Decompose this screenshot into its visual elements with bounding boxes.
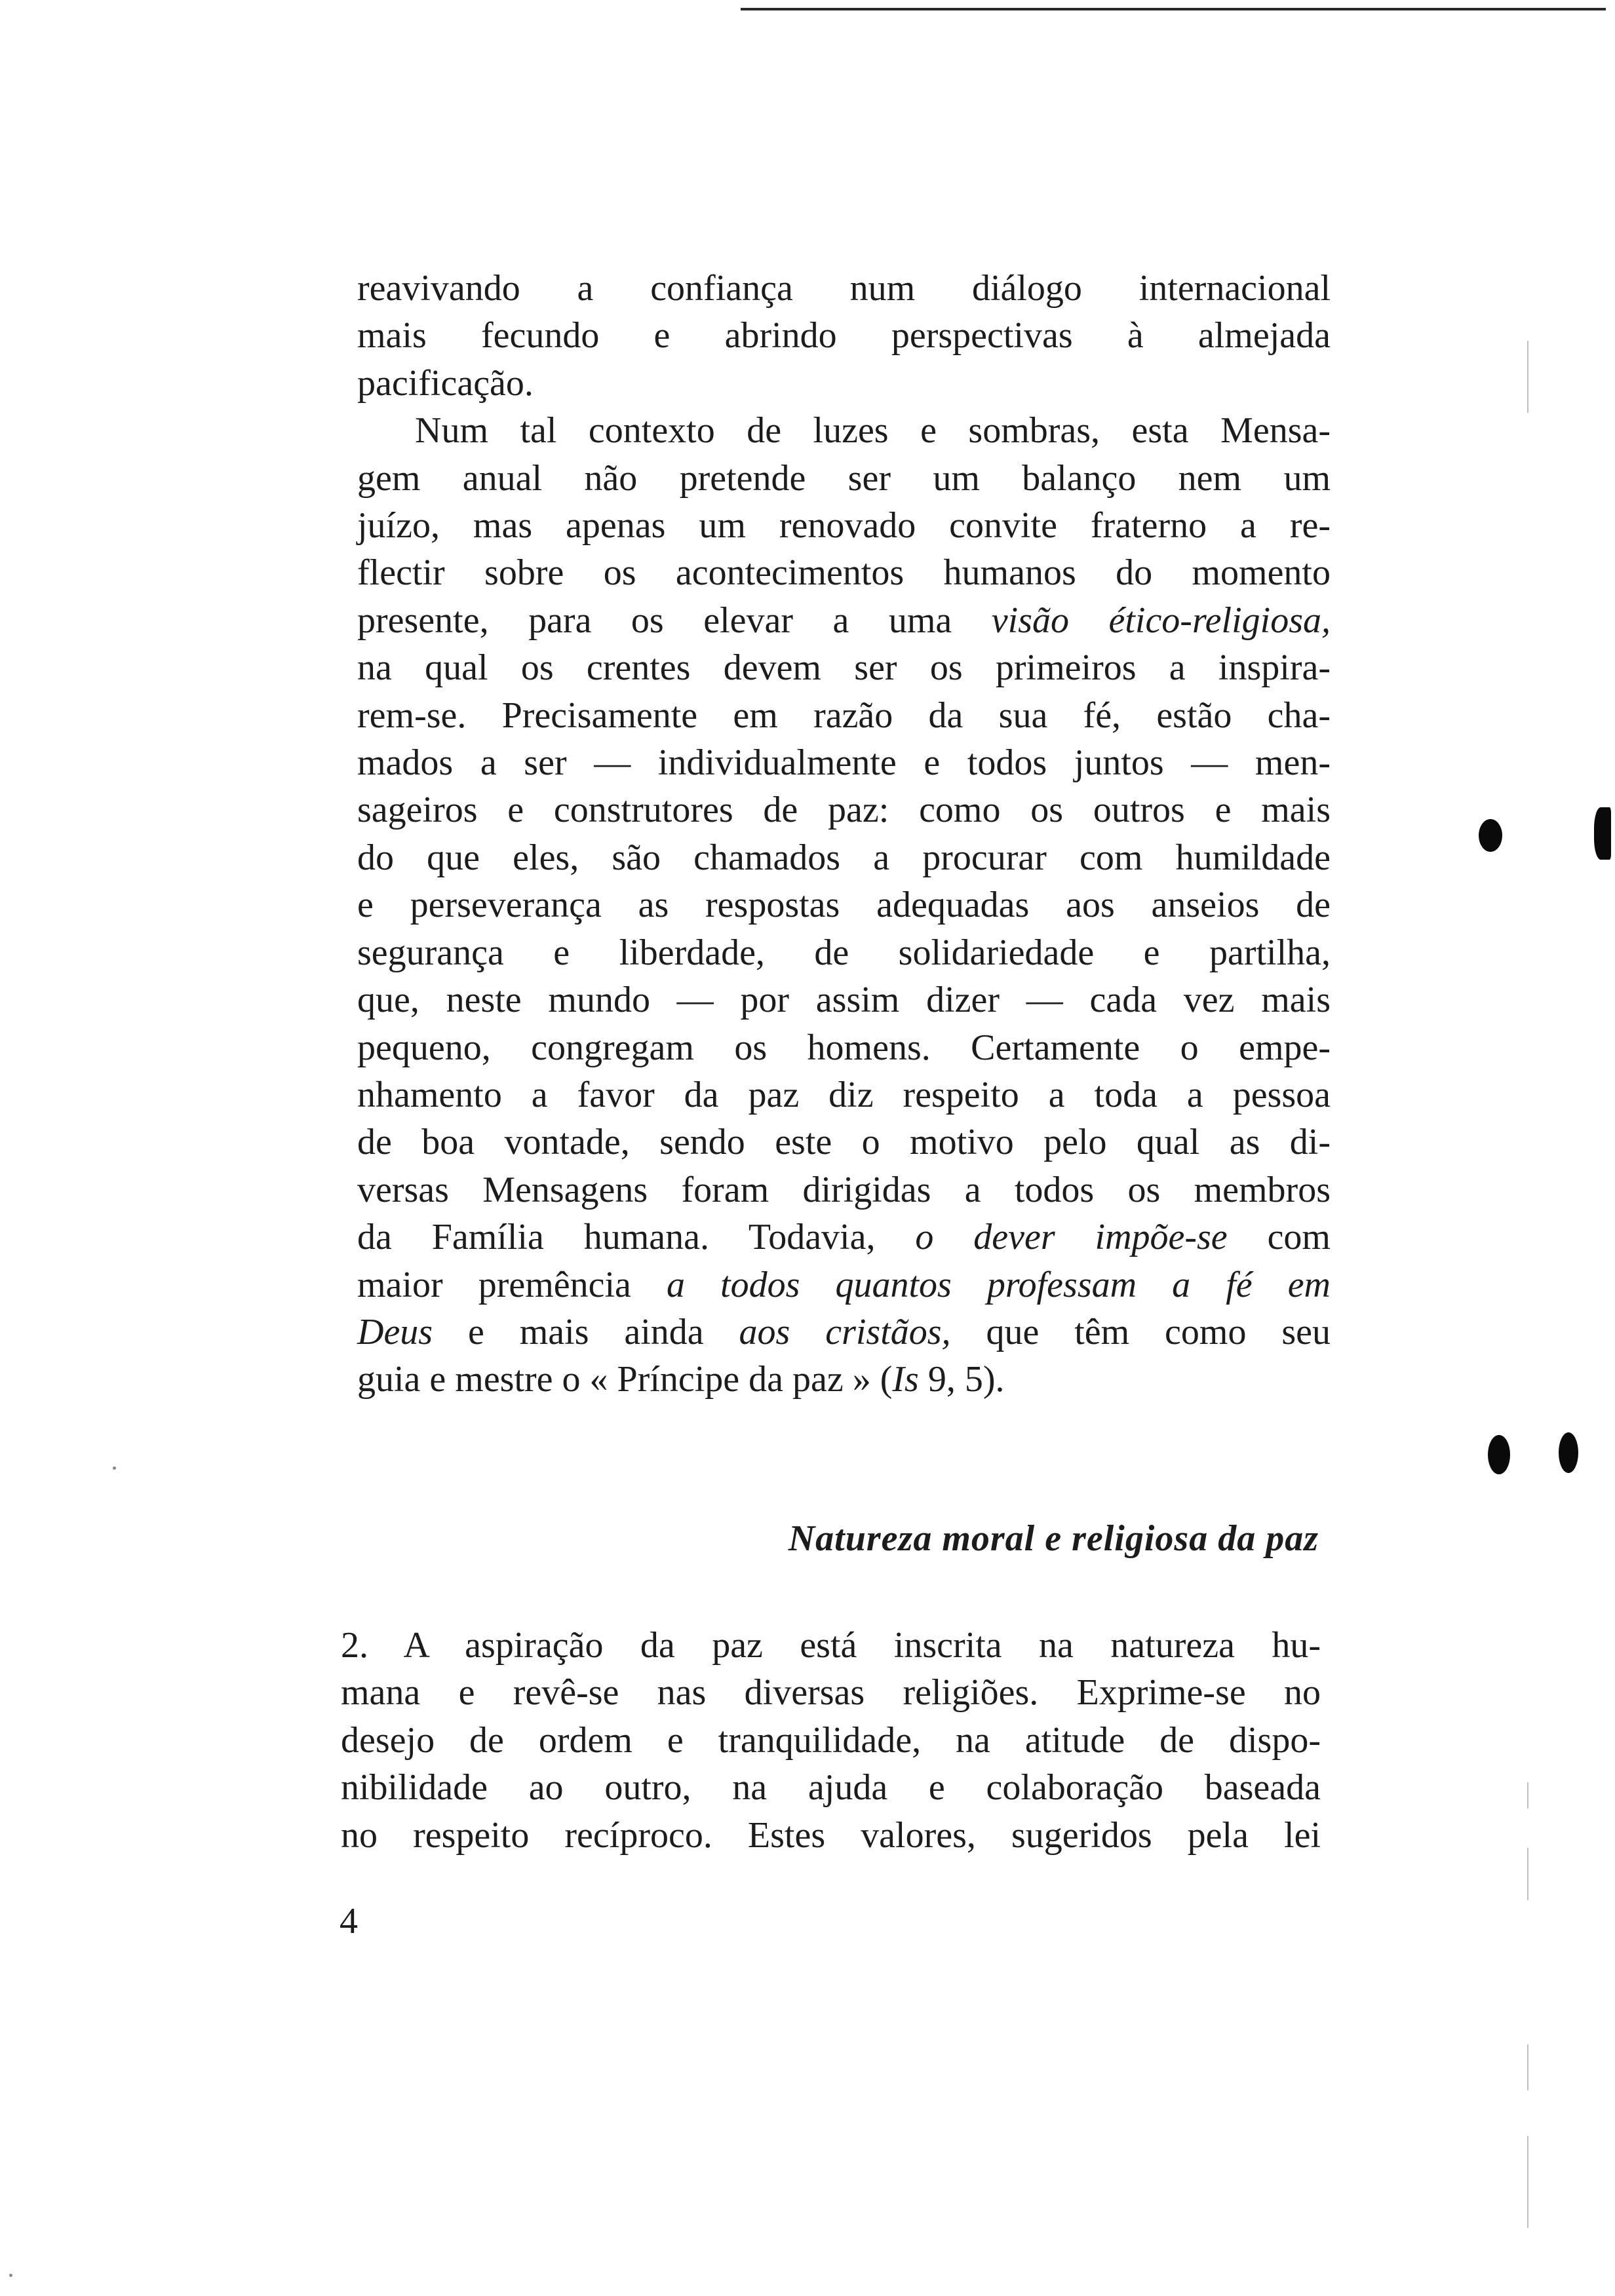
text-line [357, 1309, 1331, 1356]
italic-run: a todos quantos professam a fé em [666, 1264, 1331, 1305]
text-line: gem anual não pretende ser um balanço nem um [357, 457, 1331, 499]
scan-speck [113, 1466, 116, 1470]
text-line: pacificação. [357, 362, 534, 404]
text-line: mana e revê-se nas diversas religiões. Exprime-se no [341, 1672, 1321, 1713]
text-run: guia e mestre o « Príncipe da paz » ( [357, 1359, 893, 1400]
text-line: no respeito recíproco. Estes valores, sugeridos pela lei [341, 1814, 1321, 1856]
italic-run: visão ético-religiosa, [991, 600, 1331, 641]
text-line: juízo, mas apenas um renovado convite fraterno a re- [357, 505, 1331, 546]
margin-scan-mark [1527, 2044, 1528, 2090]
text-line: mais fecundo e abrindo perspectivas à almejada [357, 315, 1331, 356]
margin-scan-mark [1527, 1782, 1528, 1808]
text-line [357, 1356, 1331, 1403]
text-run: da Família humana. Todavia, [357, 1217, 916, 1258]
italic-run: o dever impõe-se [915, 1217, 1228, 1258]
text-line: do que eles, são chamados a procurar com humildade [357, 837, 1331, 878]
text-line: e perseverança as respostas adequadas aos anseios de [357, 885, 1331, 926]
text-line: pequeno, congregam os homens. Certamente o empe- [357, 1027, 1331, 1068]
ink-blot-mark [1559, 1432, 1578, 1473]
ink-blot-mark [1594, 807, 1611, 860]
margin-scan-mark [1527, 341, 1528, 413]
text-run: maior premência [357, 1264, 667, 1305]
text-line: mados a ser — individualmente e todos juntos — men- [357, 742, 1331, 784]
text-line: reavivando a confiança num diálogo internacional [357, 268, 1331, 309]
text-line: 2. A aspiração da paz está inscrita na natureza hu- [341, 1625, 1321, 1666]
text-run: e mais ainda [433, 1311, 739, 1352]
text-line: que, neste mundo — por assim dizer — cada vez mais [357, 980, 1331, 1021]
text-line: flectir sobre os acontecimentos humanos do momento [357, 552, 1331, 594]
text-line: sageiros e construtores de paz: como os outros e mais [357, 790, 1331, 831]
text-line: nhamento a favor da paz diz respeito a toda a pessoa [357, 1074, 1331, 1115]
ink-blot-mark [1479, 819, 1502, 852]
text-line [357, 1214, 1331, 1261]
text-line: de boa vontade, sendo este o motivo pelo qual as di- [357, 1122, 1331, 1163]
text-line: desejo de ordem e tranquilidade, na atitude de dispo- [341, 1719, 1321, 1761]
text-line [357, 597, 1331, 644]
text-line: Num tal contexto de luzes e sombras, esta Mensa- [415, 410, 1331, 451]
italic-run: Deus [357, 1311, 433, 1352]
body-text-block-1 [357, 265, 1331, 1404]
margin-scan-mark [1527, 2136, 1528, 2228]
text-line: segurança e liberdade, de solidariedade e partilha, [357, 932, 1331, 973]
margin-scan-mark [1527, 1848, 1528, 1900]
text-line: nibilidade ao outro, na ajuda e colaboração baseada [341, 1767, 1321, 1808]
text-line: rem-se. Precisamente em razão da sua fé, estão cha- [357, 695, 1331, 736]
text-run: que têm como seu [950, 1311, 1331, 1352]
text-line: versas Mensagens foram dirigidas a todos os membros [357, 1169, 1331, 1210]
body-text-block-2 [341, 1622, 1321, 1859]
scan-top-rule [741, 8, 1606, 10]
text-run: presente, para os elevar a uma [357, 600, 992, 641]
italic-run: aos cristãos, [739, 1311, 951, 1352]
italic-run: Is [892, 1359, 919, 1400]
text-run: 9, 5). [918, 1359, 1005, 1400]
page-number: 4 [340, 1901, 358, 1942]
text-line: na qual os crentes devem ser os primeiros a inspira- [357, 647, 1331, 689]
ink-blot-mark [1488, 1435, 1510, 1474]
scan-speck [9, 2274, 12, 2277]
text-line [357, 1261, 1331, 1309]
text-run: com [1227, 1217, 1331, 1258]
section-heading: Natureza moral e religiosa da paz [788, 1518, 1319, 1559]
